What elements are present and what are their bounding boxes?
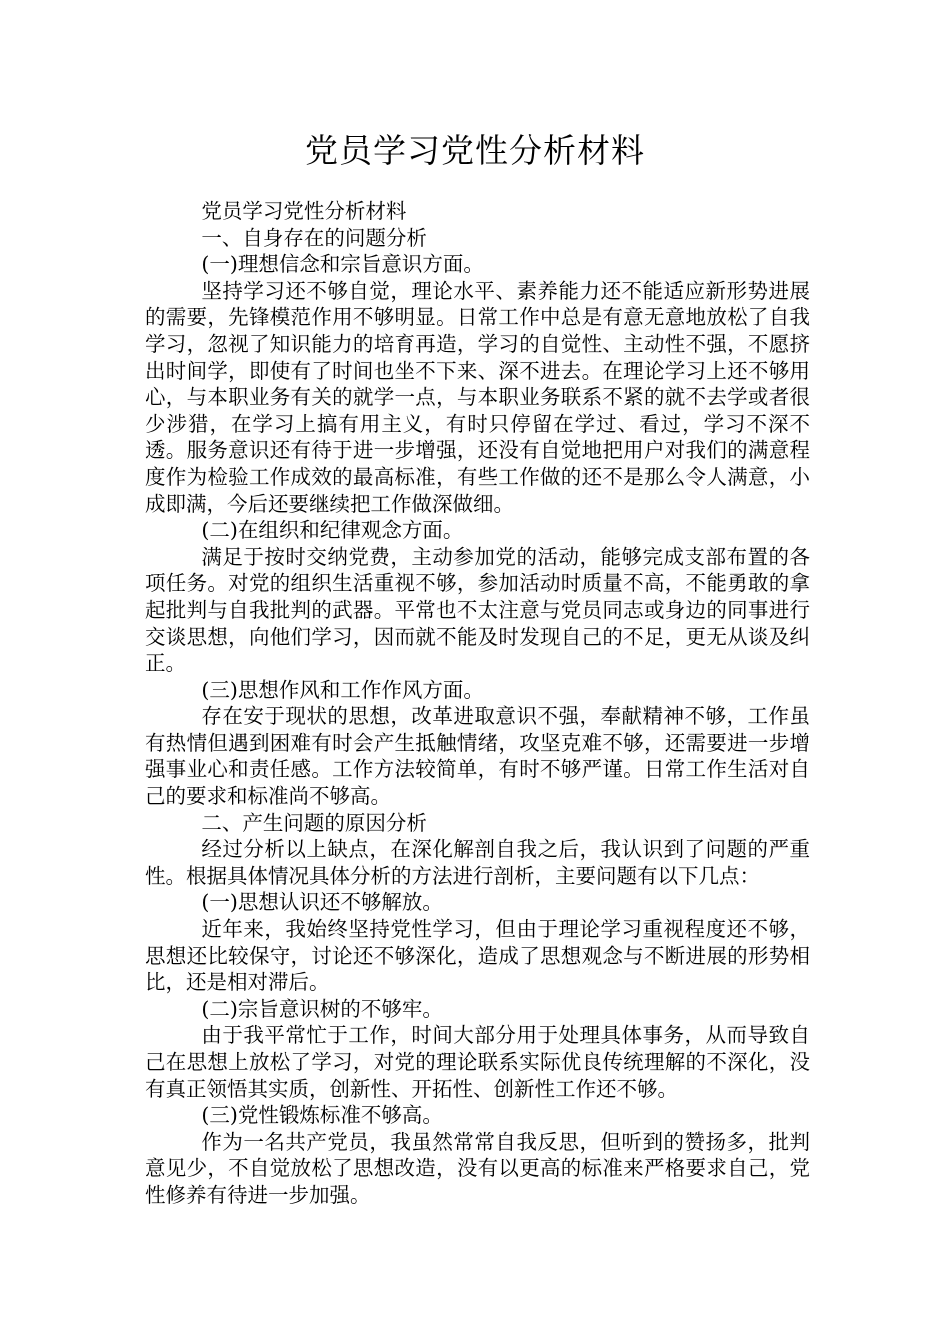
subsection-heading-2-1: (一)思想认识还不够解放。 [201,890,443,915]
subsection-heading-2-3: (三)党性锻炼标准不够高。 [201,1103,443,1128]
subsection-heading-2-2: (二)宗旨意识树的不够牢。 [201,996,443,1021]
subsection-heading-1-1: (一)理想信念和宗旨意识方面。 [201,252,484,277]
body-paragraph: 存在安于现状的思想，改革进取意识不强，奉献精神不够，工作虽有热情但遇到困难有时会产生抵触情绪，攻坚克难不够，还需要进一步增强事业心和责任感。工作方法较简单，有时不够严谨。日常工作生活对自己的要求和标准尚不够高。 [145,704,810,809]
body-paragraph: 满足于按时交纳党费，主动参加党的活动，能够完成支部布置的各项任务。对党的组织生活重视不够，参加活动时质量不高，不能勇敢的拿起批判与自我批判的武器。平常也不太注意与党员同志或身边的同事进行交谈思想，向他们学习，因而就不能及时发现自己的不足，更无从谈及纠正。 [145,544,810,676]
document-body [145,198,810,1209]
body-paragraph: 由于我平常忙于工作，时间大部分用于处理具体事务，从而导致自己在思想上放松了学习，对党的理论联系实际优良传统理解的不深化，没有真正领悟其实质，创新性、开拓性、创新性工作还不够。 [145,1023,810,1101]
document-title: 党员学习党性分析材料 [305,131,645,170]
body-paragraph: 作为一名共产党员，我虽然常常自我反思，但听到的赞扬多，批判意见少，不自觉放松了思想改造，没有以更高的标准来严格要求自己，党性修养有待进一步加强。 [145,1129,810,1207]
body-paragraph: 经过分析以上缺点，在深化解剖自我之后，我认识到了问题的严重性。根据具体情况具体分析的方法进行剖析，主要问题有以下几点： [145,837,810,888]
subsection-heading-1-2: (二)在组织和纪律观念方面。 [201,518,464,543]
subsection-heading-1-3: (三)思想作风和工作作风方面。 [201,677,484,702]
section-heading-2: 二、产生问题的原因分析 [201,810,427,835]
subtitle-line: 党员学习党性分析材料 [201,199,407,223]
body-paragraph: 近年来，我始终坚持党性学习，但由于理论学习重视程度还不够，思想还比较保守，讨论还不够深化，造成了思想观念与不断进展的形势相比，还是相对滞后。 [145,917,810,995]
section-heading-1: 一、自身存在的问题分析 [201,225,427,250]
body-paragraph: 坚持学习还不够自觉，理论水平、素养能力还不能适应新形势进展的需要，先锋模范作用不够明显。日常工作中总是有意无意地放松了自我学习，忽视了知识能力的培育再造，学习的自觉性、主动性不强，不愿挤出时间学，即使有了时间也坐不下来、深不进去。在理论学习上还不够用心，与本职业务有关的就学一点，与本职业务联系不紧的就不去学或者很少涉猎，在学习上搞有用主义，有时只停留在学过、看过，学习不深不透。服务意识还有待于进一步增强，还没有自觉地把用户对我们的满意程度作为检验工作成效的最高标准，有些工作做的还不是那么令人满意，小成即满，今后还要继续把工作做深做细。 [145,278,810,516]
